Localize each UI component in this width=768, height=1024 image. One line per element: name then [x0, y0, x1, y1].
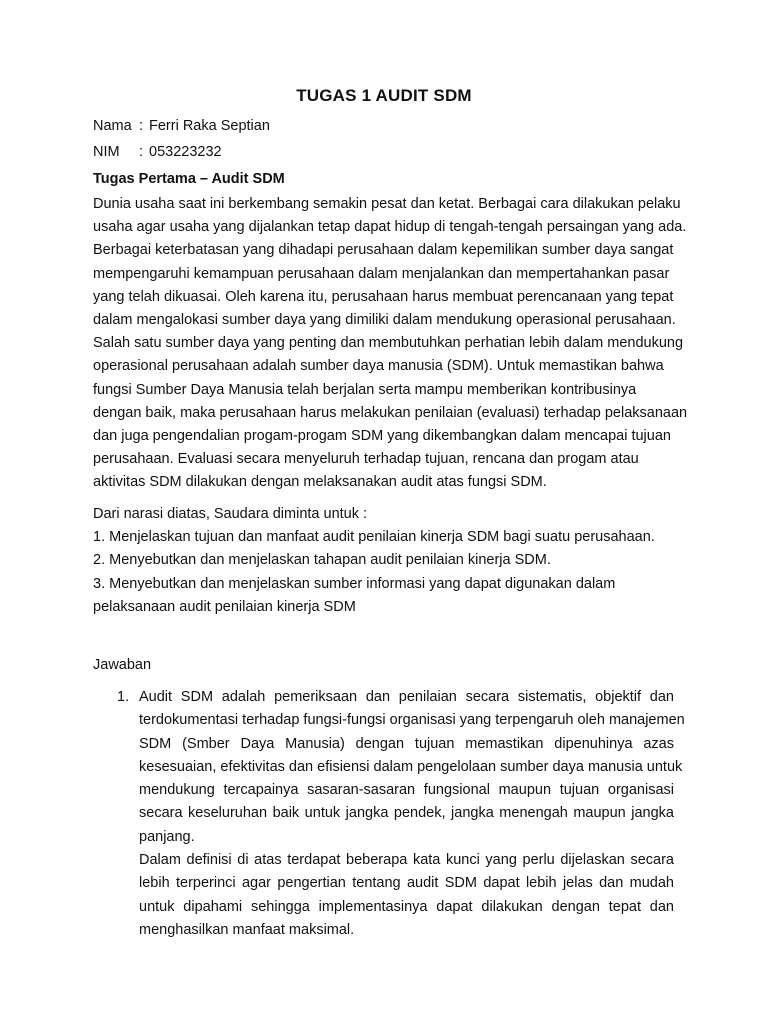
answer-line: lebih terperinci agar pengertian tentang audit SDM dapat lebih jelas dan mudah: [139, 875, 674, 892]
task-item: 2. Menyebutkan dan menjelaskan tahapan audit penilaian kinerja SDM.: [93, 552, 551, 569]
intro-line: mempengaruhi kemampuan perusahaan dalam menjalankan dan mempertahankan pasar: [93, 265, 670, 282]
answer-paragraph: [139, 686, 685, 942]
intro-line: perusahaan. Evaluasi secara menyeluruh terhadap tujuan, rencana dan progam atau: [93, 451, 639, 468]
task-intro: Dari narasi diatas, Saudara diminta untuk :: [93, 506, 368, 522]
intro-line: fungsi Sumber Daya Manusia telah berjalan serta mampu memberikan kontribusinya: [93, 381, 637, 398]
name-value: Ferri Raka Septian: [149, 118, 270, 134]
nim-label: NIM: [93, 144, 120, 160]
task-item: 1. Menjelaskan tujuan dan manfaat audit penilaian kinerja SDM bagi suatu perusahaan.: [93, 529, 655, 546]
answer-line: secara keseluruhan baik untuk jangka pendek, jangka menengah maupun jangka: [139, 805, 674, 822]
name-row: [93, 115, 270, 137]
intro-line: operasional perusahaan adalah sumber daya manusia (SDM). Untuk memastikan bahwa: [93, 358, 664, 375]
document-title: TUGAS 1 AUDIT SDM: [296, 86, 472, 105]
name-label: Nama: [93, 118, 132, 134]
intro-line: aktivitas SDM dilakukan dengan melaksanakan audit atas fungsi SDM.: [93, 474, 547, 491]
intro-line: Berbagai keterbatasan yang dihadapi perusahaan dalam kepemilikan sumber daya sangat: [93, 242, 674, 259]
nim-row: [93, 141, 222, 163]
answer-line: menghasilkan manfaat maksimal.: [139, 921, 355, 938]
nim-separator: :: [139, 144, 144, 160]
answer-line: mendukung tercapainya sasaran-sasaran fungsional maupun tujuan organisasi: [139, 782, 674, 799]
intro-line: Dunia usaha saat ini berkembang semakin pesat dan ketat. Berbagai cara dilakukan pelaku: [93, 196, 681, 212]
answer-line: terdokumentasi terhadap fungsi-fungsi organisasi yang terpengaruh oleh manajemen: [139, 712, 685, 729]
section-heading: Tugas Pertama – Audit SDM: [93, 171, 285, 187]
answer-line: SDM (Smber Daya Manusia) dengan tujuan memastikan dipenuhinya azas: [139, 735, 674, 752]
answer-label: Jawaban: [93, 657, 152, 673]
answer-number: 1.: [117, 689, 130, 705]
nim-value: 053223232: [149, 144, 222, 160]
intro-line: Salah satu sumber daya yang penting dan membutuhkan perhatian lebih dalam mendukung: [93, 335, 684, 352]
intro-line: dengan baik, maka perusahaan harus melakukan penilaian (evaluasi) terhadap pelaksanaan: [93, 404, 688, 421]
task-item: pelaksanaan audit penilaian kinerja SDM: [93, 598, 356, 615]
answer-line: untuk dipahami sehingga implementasinya dapat dilakukan dengan tepat dan: [139, 898, 674, 915]
intro-line: dalam mengalokasi sumber daya yang dimiliki dalam mendukung operasional perusahaan.: [93, 311, 676, 328]
intro-line: dan juga pengendalian progam-progam SDM yang dikembangkan dalam mencapai tujuan: [93, 427, 671, 444]
intro-line: yang telah dikuasai. Oleh karena itu, perusahaan harus membuat perencanaan yang tepat: [93, 288, 674, 305]
task-item: 3. Menyebutkan dan menjelaskan sumber informasi yang dapat digunakan dalam: [93, 575, 616, 592]
answer-line: Dalam definisi di atas terdapat beberapa kata kunci yang perlu dijelaskan secara: [139, 852, 674, 869]
task-list: [93, 503, 683, 619]
intro-line: usaha agar usaha yang dijalankan tetap dapat hidup di tengah-tengah persaingan yang ada.: [93, 219, 687, 236]
intro-paragraph: [93, 193, 688, 494]
answer-line: kesesuaian, efektivitas dan efisiensi dalam pengelolaan sumber daya manusia untuk: [139, 758, 683, 775]
answer-line: panjang.: [139, 828, 195, 845]
name-separator: :: [139, 118, 144, 134]
answer-line: Audit SDM adalah pemeriksaan dan penilaian secara sistematis, objektif dan: [139, 689, 674, 705]
